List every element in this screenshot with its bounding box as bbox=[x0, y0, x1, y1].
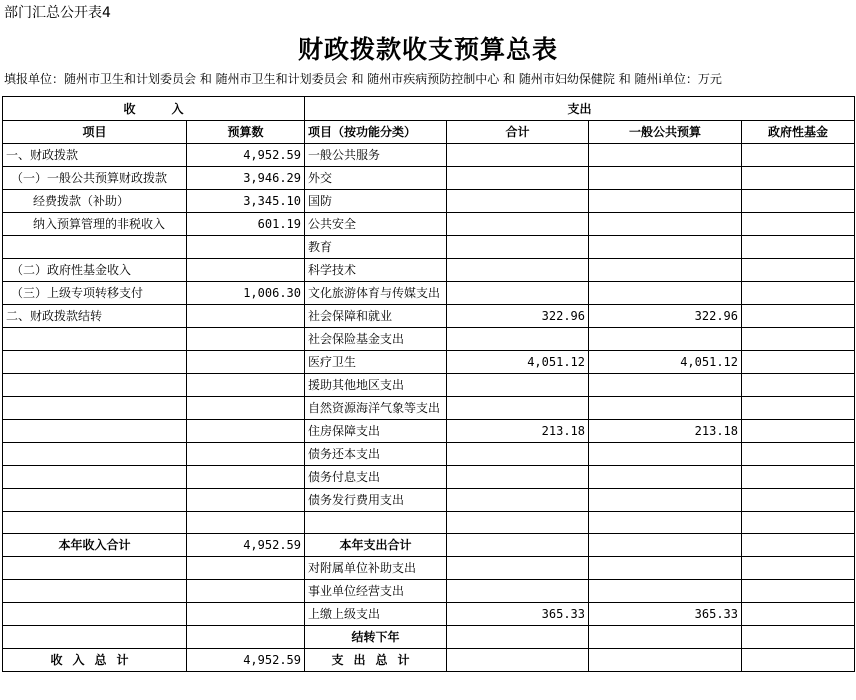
expense-general-cell bbox=[589, 512, 742, 534]
expense-general-cell bbox=[589, 626, 742, 649]
income-amount-cell bbox=[187, 420, 305, 443]
income-item-cell bbox=[3, 557, 187, 580]
table-row bbox=[3, 374, 855, 397]
income-amount-cell: 4,952.59 bbox=[187, 144, 305, 167]
table-row bbox=[3, 557, 855, 580]
expense-item-cell: 公共安全 bbox=[305, 213, 447, 236]
expense-total-cell bbox=[447, 328, 589, 351]
expense-total-cell bbox=[447, 259, 589, 282]
income-amount-cell: 601.19 bbox=[187, 213, 305, 236]
expense-general-cell bbox=[589, 213, 742, 236]
expense-item-cell: 一般公共服务 bbox=[305, 144, 447, 167]
expense-fund-cell bbox=[742, 626, 855, 649]
expense-general-cell: 213.18 bbox=[589, 420, 742, 443]
table-row bbox=[3, 420, 855, 443]
header-item: 项目 bbox=[3, 121, 187, 144]
expense-item-cell: 国防 bbox=[305, 190, 447, 213]
document-label: 部门汇总公开表4 bbox=[4, 5, 111, 21]
expense-total-cell: 213.18 bbox=[447, 420, 589, 443]
income-amount-cell bbox=[187, 603, 305, 626]
income-item-cell bbox=[3, 351, 187, 374]
expense-item-cell: 外交 bbox=[305, 167, 447, 190]
expense-fund-cell bbox=[742, 190, 855, 213]
expense-item-cell: 科学技术 bbox=[305, 259, 447, 282]
table-row bbox=[3, 144, 855, 167]
header-general-budget: 一般公共预算 bbox=[589, 121, 742, 144]
income-item-cell: 二、财政拨款结转 bbox=[3, 305, 187, 328]
expense-item-cell: 自然资源海洋气象等支出 bbox=[305, 397, 447, 420]
expense-item-cell: 债务付息支出 bbox=[305, 466, 447, 489]
expense-total-cell bbox=[447, 626, 589, 649]
expense-fund-cell bbox=[742, 167, 855, 190]
income-amount-cell bbox=[187, 626, 305, 649]
section-expense: 支出 bbox=[305, 97, 855, 121]
expense-fund-cell bbox=[742, 534, 855, 557]
income-item-cell: 纳入预算管理的非税收入 bbox=[3, 213, 187, 236]
table-row bbox=[3, 512, 855, 534]
table-row bbox=[3, 236, 855, 259]
expense-general-cell bbox=[589, 167, 742, 190]
expense-fund-cell bbox=[742, 305, 855, 328]
table-row bbox=[3, 397, 855, 420]
table-row bbox=[3, 626, 855, 649]
income-item-cell bbox=[3, 236, 187, 259]
income-amount-cell bbox=[187, 259, 305, 282]
expense-fund-cell bbox=[742, 397, 855, 420]
income-item-cell: 本年收入合计 bbox=[3, 534, 187, 557]
income-amount-cell bbox=[187, 443, 305, 466]
table-row bbox=[3, 489, 855, 512]
header-budget: 预算数 bbox=[187, 121, 305, 144]
expense-fund-cell bbox=[742, 443, 855, 466]
table-row bbox=[3, 466, 855, 489]
income-amount-cell bbox=[187, 328, 305, 351]
expense-fund-cell bbox=[742, 580, 855, 603]
expense-total-cell bbox=[447, 512, 589, 534]
expense-general-cell bbox=[589, 443, 742, 466]
expense-total-cell bbox=[447, 213, 589, 236]
income-amount-cell bbox=[187, 512, 305, 534]
income-item-cell bbox=[3, 512, 187, 534]
expense-item-cell: 事业单位经营支出 bbox=[305, 580, 447, 603]
expense-fund-cell bbox=[742, 603, 855, 626]
expense-general-cell bbox=[589, 374, 742, 397]
section-income: 收 入 bbox=[3, 97, 305, 121]
page-title: 财政拨款收支预算总表 bbox=[297, 35, 558, 64]
expense-general-cell: 322.96 bbox=[589, 305, 742, 328]
expense-total-cell bbox=[447, 190, 589, 213]
expense-fund-cell bbox=[742, 420, 855, 443]
income-item-cell bbox=[3, 466, 187, 489]
expense-general-cell bbox=[589, 580, 742, 603]
header-total: 合计 bbox=[447, 121, 589, 144]
expense-item-cell: 结转下年 bbox=[305, 626, 447, 649]
income-amount-cell bbox=[187, 374, 305, 397]
expense-fund-cell bbox=[742, 213, 855, 236]
expense-fund-cell bbox=[742, 466, 855, 489]
income-item-cell: 一、财政拨款 bbox=[3, 144, 187, 167]
expense-item-cell: 社会保障和就业 bbox=[305, 305, 447, 328]
income-amount-cell: 1,006.30 bbox=[187, 282, 305, 305]
income-item-cell bbox=[3, 580, 187, 603]
expense-item-cell: 对附属单位补助支出 bbox=[305, 557, 447, 580]
expense-item-cell: 上缴上级支出 bbox=[305, 603, 447, 626]
income-item-cell bbox=[3, 374, 187, 397]
reporting-unit-line bbox=[4, 70, 854, 88]
expense-total-cell: 4,051.12 bbox=[447, 351, 589, 374]
table-row bbox=[3, 534, 855, 557]
income-amount-cell bbox=[187, 236, 305, 259]
expense-fund-cell bbox=[742, 557, 855, 580]
expense-total-cell bbox=[447, 144, 589, 167]
table-row bbox=[3, 443, 855, 466]
expense-total-cell bbox=[447, 489, 589, 512]
table-row bbox=[3, 580, 855, 603]
expense-general-cell bbox=[589, 328, 742, 351]
table-row bbox=[3, 305, 855, 328]
income-item-cell: （一）一般公共预算财政拨款 bbox=[3, 167, 187, 190]
income-item-cell bbox=[3, 443, 187, 466]
currency-unit: 单位：万元 bbox=[661, 72, 722, 86]
income-item-cell bbox=[3, 489, 187, 512]
expense-fund-cell bbox=[742, 282, 855, 305]
table-row bbox=[3, 167, 855, 190]
expense-item-cell: 债务发行费用支出 bbox=[305, 489, 447, 512]
income-item-cell: 收入总计 bbox=[3, 649, 187, 672]
expense-general-cell bbox=[589, 190, 742, 213]
expense-general-cell bbox=[589, 236, 742, 259]
expense-total-cell bbox=[447, 282, 589, 305]
expense-item-cell: 支出总计 bbox=[305, 649, 447, 672]
expense-item-cell: 社会保险基金支出 bbox=[305, 328, 447, 351]
income-item-cell bbox=[3, 397, 187, 420]
expense-total-cell bbox=[447, 557, 589, 580]
table-row bbox=[3, 213, 855, 236]
expense-item-cell: 援助其他地区支出 bbox=[305, 374, 447, 397]
income-item-cell: （二）政府性基金收入 bbox=[3, 259, 187, 282]
expense-item-cell: 教育 bbox=[305, 236, 447, 259]
expense-total-cell bbox=[447, 466, 589, 489]
table-row bbox=[3, 603, 855, 626]
header-func-item: 项目（按功能分类） bbox=[305, 121, 447, 144]
income-item-cell bbox=[3, 626, 187, 649]
income-item-cell: （三）上级专项转移支付 bbox=[3, 282, 187, 305]
expense-total-cell bbox=[447, 167, 589, 190]
expense-general-cell bbox=[589, 397, 742, 420]
expense-general-cell: 4,051.12 bbox=[589, 351, 742, 374]
expense-fund-cell bbox=[742, 144, 855, 167]
section-header-row bbox=[3, 97, 855, 121]
income-item-cell bbox=[3, 603, 187, 626]
income-amount-cell bbox=[187, 305, 305, 328]
expense-item-cell: 文化旅游体育与传媒支出 bbox=[305, 282, 447, 305]
table-row bbox=[3, 282, 855, 305]
expense-fund-cell bbox=[742, 489, 855, 512]
expense-general-cell bbox=[589, 489, 742, 512]
expense-fund-cell bbox=[742, 259, 855, 282]
expense-general-cell: 365.33 bbox=[589, 603, 742, 626]
expense-fund-cell bbox=[742, 236, 855, 259]
expense-general-cell bbox=[589, 557, 742, 580]
expense-fund-cell bbox=[742, 649, 855, 672]
income-amount-cell bbox=[187, 557, 305, 580]
expense-general-cell bbox=[589, 259, 742, 282]
expense-item-cell: 医疗卫生 bbox=[305, 351, 447, 374]
income-item-cell bbox=[3, 328, 187, 351]
expense-total-cell: 365.33 bbox=[447, 603, 589, 626]
reporting-unit-text: 填报单位：随州市卫生和计划委员会 和 随州市卫生和计划委员会 和 随州市疾病预防控制中心 和 随州市妇幼保健院 和 随州i bbox=[4, 72, 662, 86]
expense-item-cell: 债务还本支出 bbox=[305, 443, 447, 466]
expense-total-cell: 322.96 bbox=[447, 305, 589, 328]
expense-general-cell bbox=[589, 534, 742, 557]
table-row bbox=[3, 259, 855, 282]
column-header-row bbox=[3, 121, 855, 144]
header-gov-fund: 政府性基金 bbox=[742, 121, 855, 144]
expense-total-cell bbox=[447, 534, 589, 557]
expense-total-cell bbox=[447, 649, 589, 672]
expense-general-cell bbox=[589, 282, 742, 305]
expense-total-cell bbox=[447, 580, 589, 603]
expense-fund-cell bbox=[742, 351, 855, 374]
income-amount-cell bbox=[187, 397, 305, 420]
expense-total-cell bbox=[447, 397, 589, 420]
table-row bbox=[3, 328, 855, 351]
expense-item-cell bbox=[305, 512, 447, 534]
table-row bbox=[3, 351, 855, 374]
expense-total-cell bbox=[447, 443, 589, 466]
income-amount-cell: 4,952.59 bbox=[187, 649, 305, 672]
expense-fund-cell bbox=[742, 374, 855, 397]
expense-general-cell bbox=[589, 649, 742, 672]
expense-fund-cell bbox=[742, 512, 855, 534]
table-row bbox=[3, 190, 855, 213]
expense-total-cell bbox=[447, 236, 589, 259]
income-item-cell: 经费拨款（补助） bbox=[3, 190, 187, 213]
expense-general-cell bbox=[589, 144, 742, 167]
expense-general-cell bbox=[589, 466, 742, 489]
expense-total-cell bbox=[447, 374, 589, 397]
table-row bbox=[3, 649, 855, 672]
income-amount-cell bbox=[187, 466, 305, 489]
income-item-cell bbox=[3, 420, 187, 443]
income-amount-cell: 3,345.10 bbox=[187, 190, 305, 213]
income-amount-cell: 4,952.59 bbox=[187, 534, 305, 557]
income-amount-cell: 3,946.29 bbox=[187, 167, 305, 190]
income-amount-cell bbox=[187, 580, 305, 603]
budget-table bbox=[2, 96, 855, 672]
expense-item-cell: 住房保障支出 bbox=[305, 420, 447, 443]
expense-fund-cell bbox=[742, 328, 855, 351]
income-amount-cell bbox=[187, 489, 305, 512]
income-amount-cell bbox=[187, 351, 305, 374]
expense-item-cell: 本年支出合计 bbox=[305, 534, 447, 557]
